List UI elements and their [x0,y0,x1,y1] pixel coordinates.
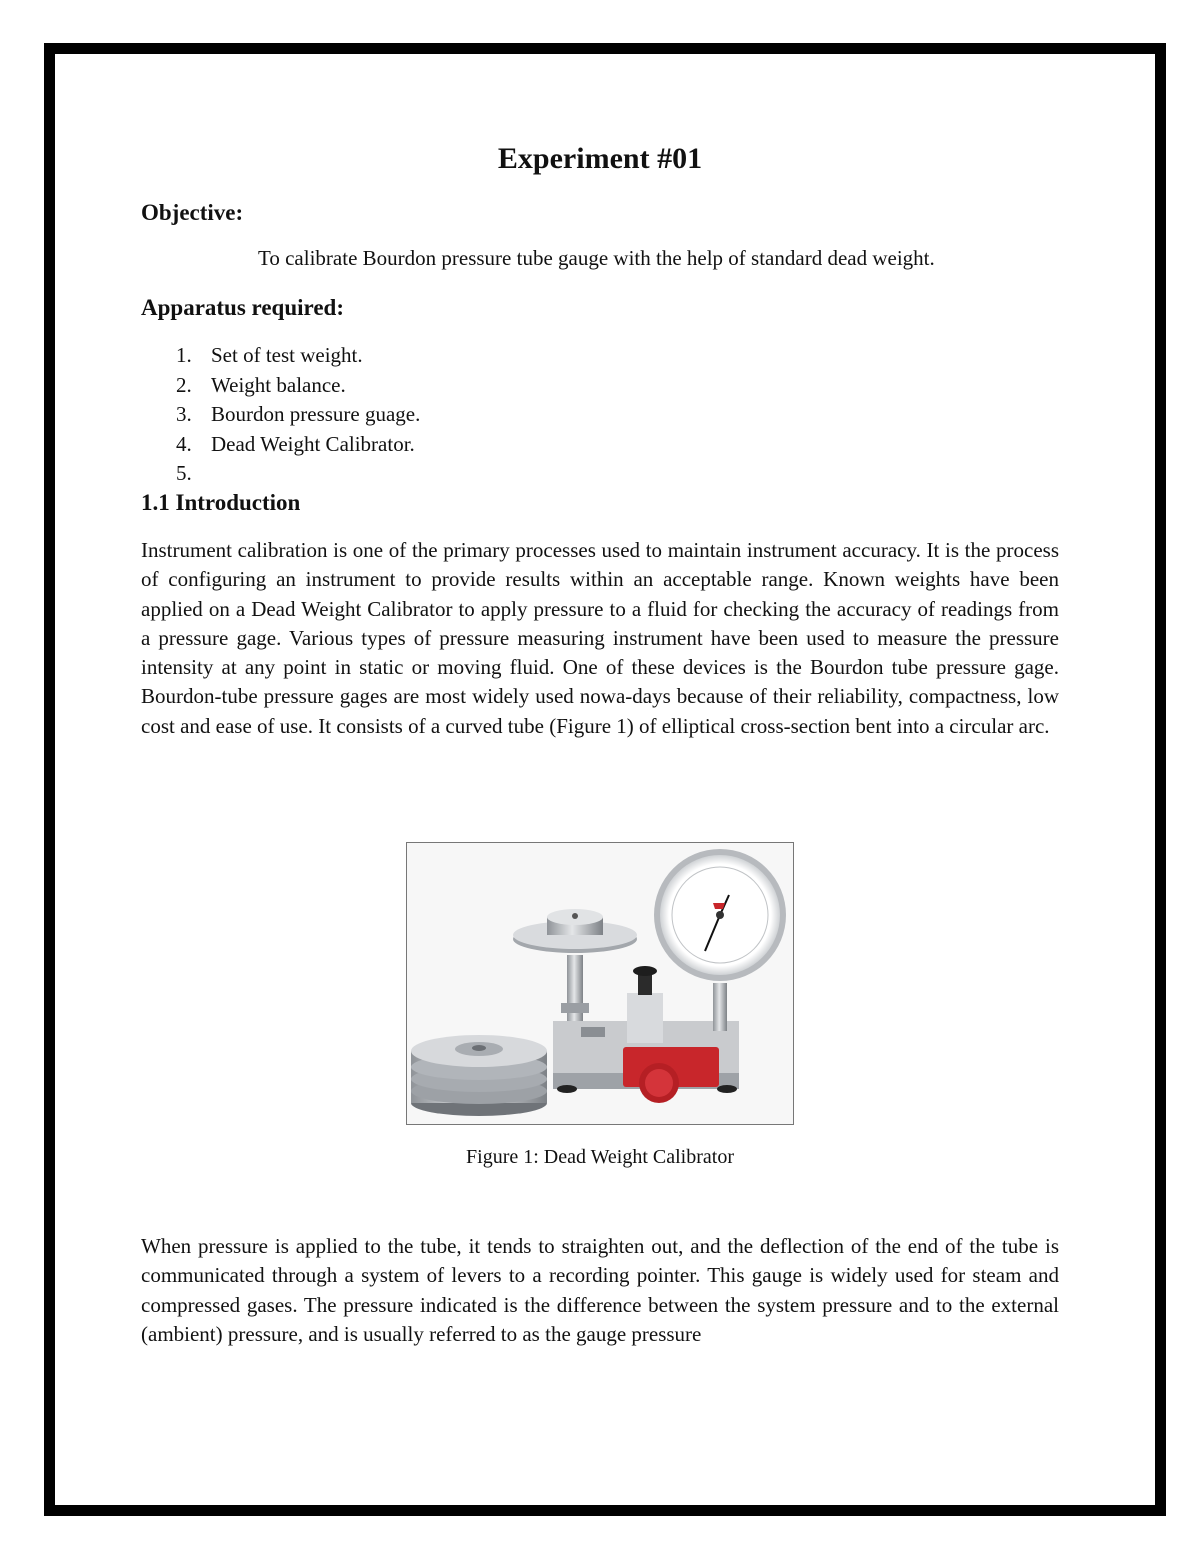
list-item [176,430,420,460]
objective-heading: Objective: [141,200,244,225]
list-item [176,459,420,489]
list-item [176,400,420,430]
list-item [176,371,420,401]
list-text: Dead Weight Calibrator. [211,431,415,456]
list-text: Bourdon pressure guage. [211,402,421,426]
list-item [176,341,420,371]
page-title: Experiment #01 [497,142,703,175]
list-text: Weight balance. [211,372,346,397]
list-number: 3. [176,402,192,426]
list-number: 4. [176,431,192,456]
list-text: Set of test weight. [211,343,363,367]
gauge-description-paragraph: When pressure is applied to the tube, it tends to straighten out, and the deflection of the end of the tube is communicated through a system of levers to a recording pointer. This gauge is widely used for steam and compressed gases. The pressure indicated is the difference between the system pressure and to the external (ambient) pressure, and is usually referred to as the gauge pressure [141,1234,1059,1346]
introduction-heading: 1.1 Introduction [141,490,301,515]
apparatus-heading: Apparatus required: [141,295,344,320]
calibrator-illustration [407,843,793,1124]
weight-stack [411,1035,547,1116]
list-number: 1. [176,343,192,367]
dead-weight-calibrator-image [406,842,794,1125]
introduction-paragraph: Instrument calibration is one of the primary processes used to maintain instrument accuracy. It is the process of configuring an instrument to provide results within an acceptable range. Known weights have been applied on a Dead Weight Calibrator to apply pressure to a fluid for checking the accuracy of readings from a pressure gage. Various types of pressure measuring instrument have been used to measure the pressure intensity at any point in static or moving fluid. One of these devices is the Bourdon tube pressure gage. Bourdon-tube pressure gages are most widely used nowa-days because of their reliability, compactness, low cost and ease of use. It consists of a curved tube (Figure 1) of elliptical cross-section bent into a circular arc. [141,538,1059,738]
objective-text: To calibrate Bourdon pressure tube gauge with the help of standard dead weight. [258,246,935,270]
figure-caption: Figure 1: Dead Weight Calibrator [466,1146,734,1168]
list-number: 5. [176,461,192,485]
apparatus-list [176,341,420,489]
list-number: 2. [176,372,192,397]
